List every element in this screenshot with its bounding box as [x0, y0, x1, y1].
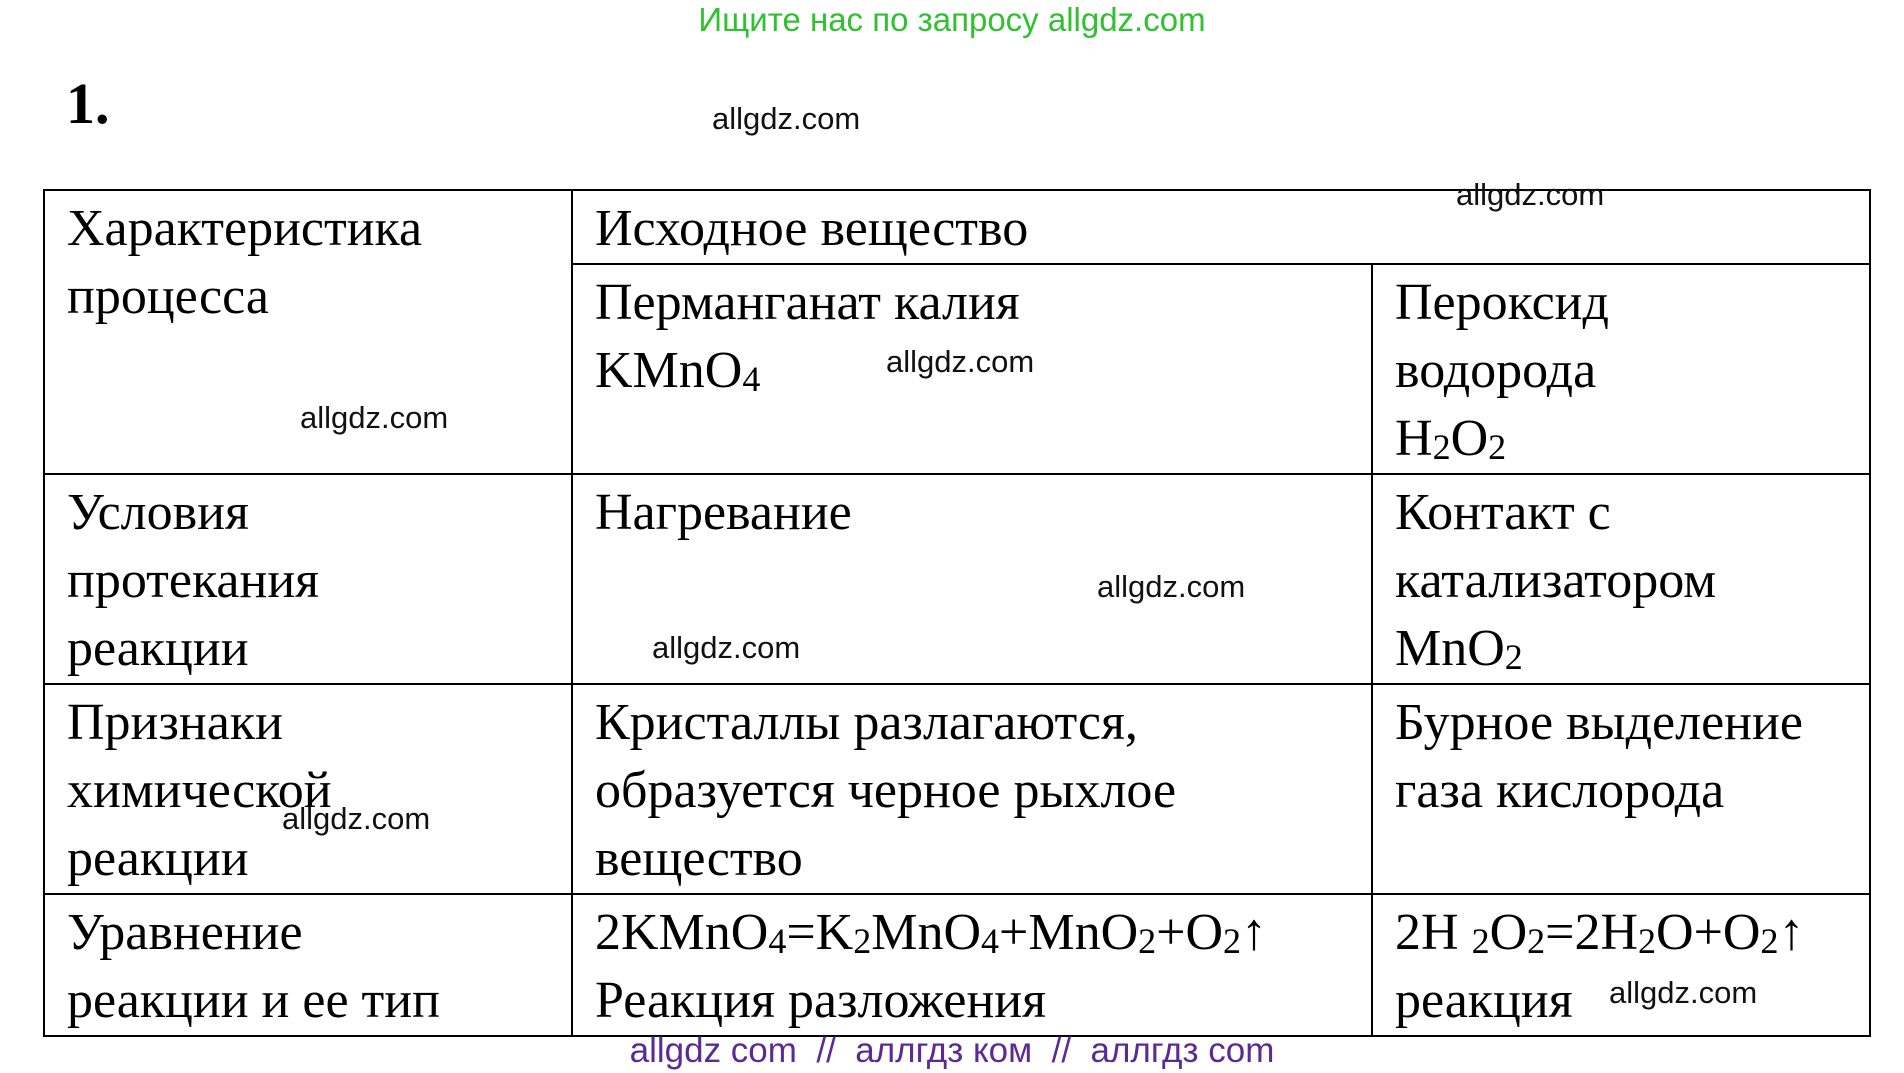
equation-kmno4: $2KMnO_4=K_2MnO_4+MnO_2+O_2↑$ Реакция разложения	[572, 894, 1372, 1036]
row-label-signs: Признаки химической реакции	[44, 684, 572, 894]
watermark: allgdz.com	[1097, 569, 1246, 604]
equation-line: $2KMnO_4=K_2MnO_4+MnO_2+O_2↑$	[595, 904, 1268, 961]
signs-h2o2: Бурное выделение газа кислорода	[1372, 684, 1870, 894]
reaction-table	[43, 189, 1871, 1037]
formula-h2o2: $H_2O_2$	[1395, 410, 1507, 467]
search-banner: Ищите нас по запросу allgdz.com	[698, 1, 1206, 38]
header-h2o2: Пероксид водорода $H_2O_2$	[1372, 264, 1870, 474]
task-number: 1.	[66, 71, 110, 136]
header-line: Характеристика	[67, 200, 423, 257]
header-substance: Исходное вещество	[572, 190, 1870, 264]
watermark: allgdz.com	[300, 400, 449, 435]
row-label-conditions: Условия протекания реакции	[44, 474, 572, 684]
equation-line: 2H $_2O_2=2H_2O+O_2↑$	[1395, 904, 1805, 961]
watermark: allgdz.com	[1609, 975, 1758, 1010]
watermark: allgdz.com	[1456, 177, 1605, 212]
formula-kmno4: KMnO$_4$	[595, 342, 761, 399]
watermark: allgdz.com	[282, 801, 431, 836]
header-kmno4: Перманганат калия KMnO$_4$	[572, 264, 1372, 474]
watermark: allgdz.com	[652, 630, 801, 665]
formula-mno2: MnO$_2$	[1395, 620, 1523, 677]
watermark: allgdz.com	[712, 101, 861, 136]
conditions-h2o2: Контакт с катализатором MnO$_2$	[1372, 474, 1870, 684]
equation-h2o2: 2H $_2O_2=2H_2O+O_2↑$ реакция	[1372, 894, 1870, 1036]
signs-kmno4: Кристаллы разлагаются, образуется черное рыхлое вещество	[572, 684, 1372, 894]
footer-watermark: allgdz com // аллгдз ком // аллгдз com	[629, 1031, 1275, 1070]
watermark: allgdz.com	[886, 344, 1035, 379]
row-label-equation: Уравнение реакции и ее тип	[44, 894, 572, 1036]
conditions-kmno4: Нагревание	[572, 474, 1372, 684]
header-line: процесса	[67, 268, 269, 325]
